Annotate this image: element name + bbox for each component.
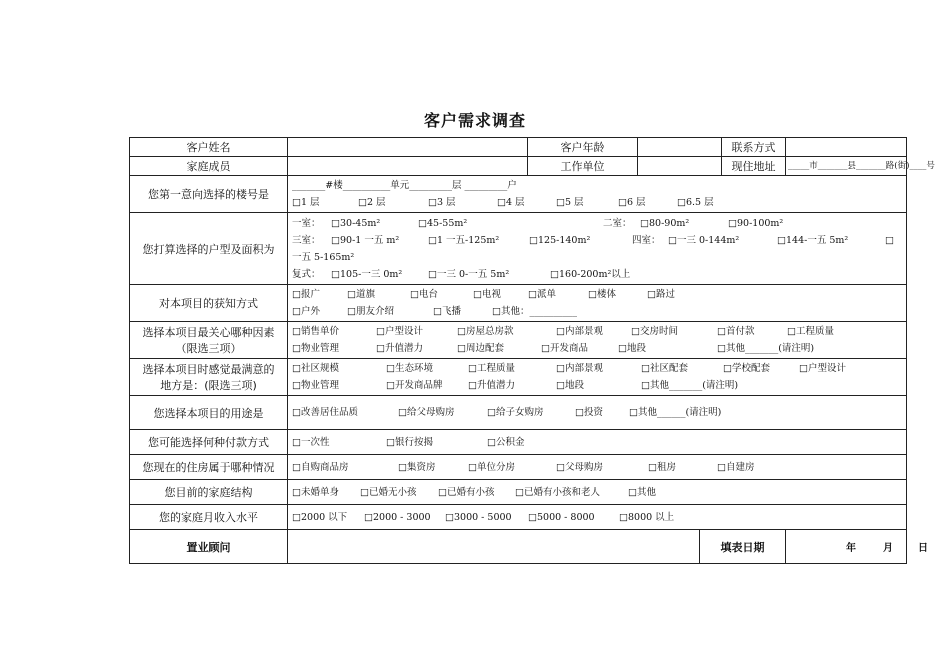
option-satisfied-other[interactable]: □其他_______(请注明) — [641, 380, 739, 391]
layout-three-room-label: 三室： — [292, 234, 321, 246]
option-purpose-other[interactable]: □其他______(请注明) — [629, 407, 722, 418]
customer-survey-table — [129, 137, 935, 564]
option-friend-referral[interactable]: □朋友介绍 — [347, 306, 394, 317]
option-married-no-child[interactable]: □已婚无小孩 — [360, 486, 417, 498]
option-surrounding[interactable]: □周边配套 — [457, 343, 504, 354]
row-satisfied — [130, 359, 907, 396]
option-80-90[interactable]: □80-90m² — [640, 217, 690, 229]
option-125-140[interactable]: □125-140m² — [529, 234, 591, 246]
building-line[interactable]: _______#楼__________单元_________层 _________户 — [292, 180, 517, 191]
name-field[interactable] — [288, 138, 528, 157]
option-layout-design[interactable]: □户型设计 — [376, 326, 423, 337]
option-sat-property-management[interactable]: □物业管理 — [292, 380, 339, 391]
option-tv[interactable]: □电视 — [473, 289, 501, 300]
row-channel — [130, 285, 907, 322]
layout-label: 您打算选择的户型及面积为 — [130, 213, 288, 285]
contact-label: 联系方式 — [722, 138, 786, 157]
option-mortgage[interactable]: □银行按揭 — [386, 436, 433, 448]
family-structure-options — [288, 480, 907, 505]
option-90-100[interactable]: □90-100m² — [728, 217, 784, 229]
option-community-facilities[interactable]: □社区配套 — [641, 363, 688, 374]
option-sat-inner-landscape[interactable]: □内部景观 — [556, 363, 603, 374]
fill-date-field[interactable] — [786, 530, 928, 564]
row-layout — [130, 213, 907, 285]
option-work-unit-housing[interactable]: □单位分房 — [468, 461, 515, 473]
option-floor-4[interactable]: □4 层 — [497, 197, 525, 208]
option-income-3000-5000[interactable]: □3000 - 5000 — [445, 511, 512, 523]
option-floor-6-5[interactable]: □6.5 层 — [677, 197, 714, 208]
option-for-parents[interactable]: □给父母购房 — [398, 407, 455, 418]
row-building — [130, 176, 907, 213]
option-down-payment[interactable]: □首付款 — [717, 326, 755, 337]
option-married-with-child[interactable]: □已婚有小孩 — [438, 486, 495, 498]
option-collective-housing[interactable]: □集资房 — [398, 461, 436, 473]
row-family-structure — [130, 480, 907, 505]
row-family-work-address — [130, 157, 907, 176]
option-floor-5[interactable]: □5 层 — [556, 197, 584, 208]
option-delivery-time[interactable]: □交房时间 — [631, 326, 678, 337]
income-options — [288, 505, 907, 530]
option-income-2000-3000[interactable]: □2000 - 3000 — [364, 511, 431, 523]
satisfied-label-line1: 选择本项目时感觉最满意的 — [142, 363, 275, 376]
option-income-below-2000[interactable]: □2000 以下 — [292, 511, 348, 523]
option-single[interactable]: □未婚单身 — [292, 486, 339, 498]
option-sat-construction-quality[interactable]: □工程质量 — [468, 363, 515, 374]
option-flyer[interactable]: □派单 — [528, 289, 556, 300]
option-ecology[interactable]: □生态环境 — [386, 363, 433, 374]
contact-field[interactable] — [786, 138, 907, 157]
row-concern — [130, 322, 907, 359]
option-radio[interactable]: □电台 — [410, 289, 438, 300]
option-newspaper-ad[interactable]: □报广 — [292, 289, 320, 300]
payment-options — [288, 430, 907, 455]
consultant-field[interactable] — [288, 530, 700, 564]
option-155-165-checkbox[interactable]: □ — [885, 234, 894, 246]
satisfied-label — [130, 359, 288, 396]
name-label: 客户姓名 — [130, 138, 288, 157]
option-concern-other[interactable]: □其他_______(请注明) — [717, 343, 815, 354]
option-income-5000-8000[interactable]: □5000 - 8000 — [528, 511, 595, 523]
option-school[interactable]: □学校配套 — [723, 363, 770, 374]
work-field[interactable] — [638, 157, 722, 176]
option-commercial-housing[interactable]: □自购商品房 — [292, 461, 349, 473]
option-developer-brand[interactable]: □开发商品 — [541, 343, 588, 354]
option-45-55[interactable]: □45-55m² — [418, 217, 468, 229]
row-name-age-contact — [130, 138, 907, 157]
fill-date-label: 填表日期 — [700, 530, 786, 564]
option-income-above-8000[interactable]: □8000 以上 — [619, 511, 675, 523]
form-title: 客户需求调查 — [423, 111, 526, 130]
layout-duplex-label: 复式： — [292, 268, 321, 280]
option-rent[interactable]: □租房 — [648, 461, 676, 473]
layout-one-room-label: 一室： — [292, 217, 321, 229]
layout-options — [288, 213, 907, 285]
option-floor-2[interactable]: □2 层 — [358, 197, 386, 208]
layout-two-room-label: 二室： — [603, 217, 632, 229]
option-sat-appreciation[interactable]: □升值潜力 — [468, 380, 515, 391]
option-sat-location[interactable]: □地段 — [556, 380, 584, 391]
option-unit-price[interactable]: □销售单价 — [292, 326, 339, 337]
option-130-155[interactable]: □一三 0-一五 5m² — [428, 268, 510, 280]
housing-options — [288, 455, 907, 480]
option-road-flag[interactable]: □道旗 — [347, 289, 375, 300]
row-payment — [130, 430, 907, 455]
concern-label — [130, 322, 288, 359]
option-sat-developer-brand[interactable]: □开发商品牌 — [386, 380, 443, 391]
floor-options — [292, 194, 902, 211]
option-investment[interactable]: □投资 — [575, 407, 603, 418]
option-130-144[interactable]: □一三 0-144m² — [668, 234, 740, 246]
option-self-built[interactable]: □自建房 — [717, 461, 755, 473]
month-label: 月 — [883, 543, 893, 554]
year-label: 年 — [846, 543, 856, 554]
option-floor-6[interactable]: □6 层 — [618, 197, 646, 208]
channel-label: 对本项目的获知方式 — [130, 285, 288, 322]
option-90-115[interactable]: □90-1 一五 m² — [331, 234, 400, 246]
option-160-200[interactable]: □160-200m²以上 — [550, 268, 631, 280]
concern-label-line2: （限选三项） — [175, 342, 242, 355]
day-label: 日 — [918, 543, 928, 554]
purpose-options — [288, 396, 907, 430]
option-flyover[interactable]: □飞播 — [433, 306, 461, 317]
address-label: 现住地址 — [722, 157, 786, 176]
family-label: 家庭成员 — [130, 157, 288, 176]
option-155-165[interactable]: 一五 5-165m² — [292, 251, 355, 263]
age-field[interactable] — [638, 138, 722, 157]
option-total-price[interactable]: □房屋总房款 — [457, 326, 514, 337]
option-for-children[interactable]: □给子女购房 — [487, 407, 544, 418]
concern-label-line1: 选择本项目最关心哪种因素 — [142, 326, 275, 339]
option-floor-1[interactable]: □1 层 — [292, 197, 320, 208]
age-label: 客户年龄 — [528, 138, 638, 157]
option-provident-fund[interactable]: □公积金 — [487, 436, 525, 448]
building-label: 您第一意向选择的楼号是 — [130, 176, 288, 213]
option-105-130[interactable]: □105-一三 0m² — [331, 268, 403, 280]
income-label: 您的家庭月收入水平 — [130, 505, 288, 530]
option-inner-landscape[interactable]: □内部景观 — [556, 326, 603, 337]
housing-label: 您现在的住房属于哪种情况 — [130, 455, 288, 480]
row-housing — [130, 455, 907, 480]
family-field[interactable] — [288, 157, 528, 176]
option-144-155[interactable]: □144-一五 5m² — [777, 234, 849, 246]
option-sat-layout[interactable]: □户型设计 — [799, 363, 846, 374]
option-family-other[interactable]: □其他 — [628, 486, 656, 498]
payment-label: 您可能选择何种付款方式 — [130, 430, 288, 455]
option-115-125[interactable]: □1 一五-125m² — [428, 234, 500, 246]
option-passing-by[interactable]: □路过 — [647, 289, 675, 300]
layout-four-room-label: 四室： — [632, 234, 661, 246]
row-footer — [130, 530, 907, 564]
option-property-management[interactable]: □物业管理 — [292, 343, 339, 354]
option-parents-purchase[interactable]: □父母购房 — [556, 461, 603, 473]
option-location[interactable]: □地段 — [618, 343, 646, 354]
row-income — [130, 505, 907, 530]
consultant-label: 置业顾问 — [130, 530, 288, 564]
channel-options — [288, 285, 907, 322]
option-married-child-elderly[interactable]: □已婚有小孩和老人 — [515, 486, 600, 498]
satisfied-label-line2: 地方是：(限选三项) — [160, 379, 257, 392]
option-full-payment[interactable]: □一次性 — [292, 436, 330, 448]
option-building-ad[interactable]: □楼体 — [588, 289, 616, 300]
option-channel-other[interactable]: □其他：__________ — [492, 306, 577, 317]
work-label: 工作单位 — [528, 157, 638, 176]
concern-options — [288, 322, 907, 359]
address-field[interactable]: _____市_______县_______路(街)____号 — [786, 157, 907, 176]
option-floor-3[interactable]: □3 层 — [428, 197, 456, 208]
family-structure-label: 您目前的家庭结构 — [130, 480, 288, 505]
option-outdoor[interactable]: □户外 — [292, 306, 320, 317]
purpose-label: 您选择本项目的用途是 — [130, 396, 288, 430]
option-construction-quality[interactable]: □工程质量 — [787, 326, 834, 337]
row-purpose — [130, 396, 907, 430]
option-30-45[interactable]: □30-45m² — [331, 217, 381, 229]
option-appreciation[interactable]: □升值潜力 — [376, 343, 423, 354]
building-options — [288, 176, 907, 213]
option-community-scale[interactable]: □社区规模 — [292, 363, 339, 374]
satisfied-options — [288, 359, 907, 396]
option-improve-living[interactable]: □改善居住品质 — [292, 407, 358, 418]
